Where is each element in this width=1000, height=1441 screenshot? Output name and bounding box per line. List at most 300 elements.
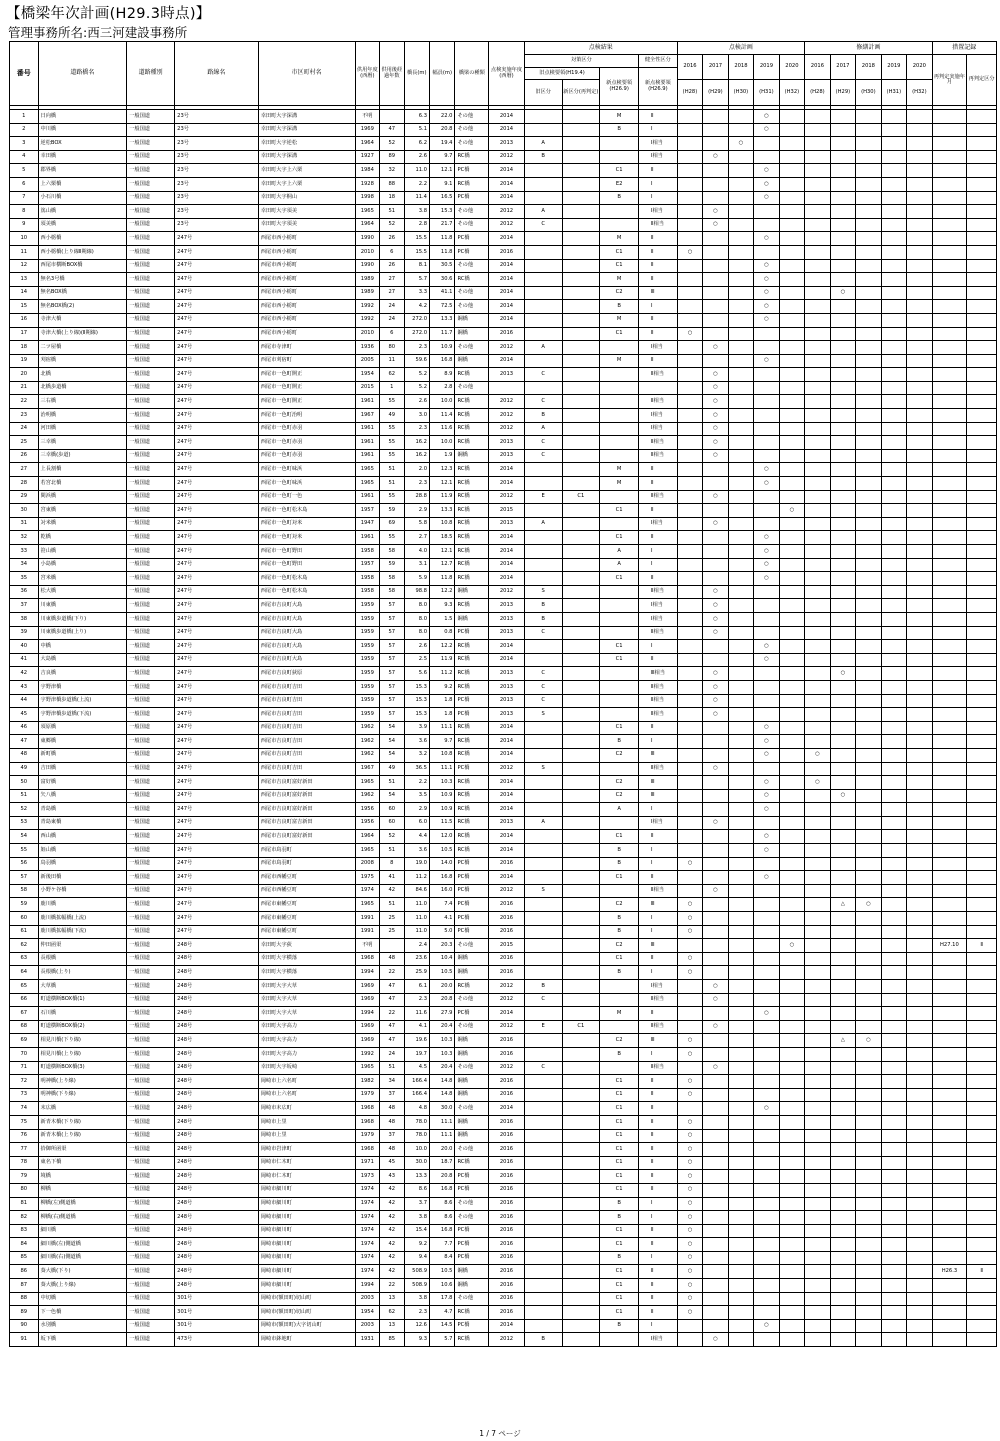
bridge-plan-table bbox=[9, 41, 997, 1347]
repair-plan-cell bbox=[881, 259, 906, 273]
inspection-plan-cell: ○ bbox=[703, 517, 728, 531]
repair-plan-cell bbox=[907, 286, 933, 300]
repair-plan-cell bbox=[805, 816, 830, 830]
old-class-cell: A bbox=[524, 205, 562, 219]
inspection-plan-cell bbox=[677, 735, 702, 749]
table-row bbox=[10, 585, 997, 599]
inspection-plan-cell bbox=[703, 1319, 728, 1333]
repair-plan-cell bbox=[907, 1279, 933, 1293]
bridge-width-cell: 1.9 bbox=[430, 449, 455, 463]
repair-plan-cell bbox=[805, 490, 830, 504]
bridge-name-cell: 郡界橋 bbox=[38, 164, 127, 178]
inspection-plan-cell bbox=[779, 871, 805, 885]
header-health-guide: 新点検要領(H26.9) bbox=[638, 68, 677, 106]
repair-plan-cell bbox=[830, 517, 855, 531]
repair-plan-cell bbox=[805, 735, 830, 749]
inspection-plan-cell: ○ bbox=[703, 409, 728, 423]
bridge-length-cell: 2.6 bbox=[404, 395, 429, 409]
reassess-class-cell bbox=[967, 1170, 997, 1184]
bridge-length-cell: 272.0 bbox=[404, 313, 429, 327]
road-type-cell: 一般国道 bbox=[127, 1183, 175, 1197]
row-number-cell: 55 bbox=[10, 844, 39, 858]
reassess-class-cell bbox=[967, 884, 997, 898]
service-year-cell: 1971 bbox=[355, 1156, 379, 1170]
row-number-cell: 80 bbox=[10, 1183, 39, 1197]
road-type-cell: 一般国道 bbox=[127, 776, 175, 790]
route-name-cell: 247号 bbox=[175, 368, 259, 382]
header-era-h29: (H29) bbox=[830, 80, 855, 106]
repair-plan-cell bbox=[907, 205, 933, 219]
elapsed-years-cell: 25 bbox=[380, 912, 404, 926]
bridge-width-cell: 16.8 bbox=[430, 1224, 455, 1238]
table-row bbox=[10, 708, 997, 722]
repair-plan-cell bbox=[805, 1170, 830, 1184]
bridge-name-cell: 大草橋 bbox=[38, 980, 127, 994]
inspection-year-cell: 2013 bbox=[489, 680, 525, 694]
health-class-cell: Ⅱ bbox=[638, 232, 677, 246]
service-year-cell: 1991 bbox=[355, 925, 379, 939]
inspection-plan-cell bbox=[779, 816, 805, 830]
repair-plan-cell bbox=[881, 721, 906, 735]
road-type-cell: 一般国道 bbox=[127, 1306, 175, 1320]
bridge-length-cell: 25.9 bbox=[404, 966, 429, 980]
new-guideline-class-cell: B bbox=[600, 191, 639, 205]
city-name-cell: 西尾市吉良町富好新田 bbox=[258, 776, 355, 790]
repair-plan-cell bbox=[881, 1238, 906, 1252]
bridge-type-cell: RC橋 bbox=[455, 545, 489, 559]
repair-plan-cell bbox=[881, 123, 906, 137]
header-year-2016: 2016 bbox=[805, 55, 830, 80]
inspection-plan-cell bbox=[703, 300, 728, 314]
route-name-cell: 247号 bbox=[175, 898, 259, 912]
row-number-cell: 9 bbox=[10, 218, 39, 232]
old-class-cell bbox=[524, 164, 562, 178]
new-guideline-class-cell: C1 bbox=[600, 871, 639, 885]
repair-plan-cell bbox=[881, 925, 906, 939]
repair-plan-cell bbox=[805, 110, 830, 124]
inspection-plan-cell bbox=[728, 776, 753, 790]
reassess-class-cell bbox=[967, 1075, 997, 1089]
bridge-name-cell: 境橋 bbox=[38, 1170, 127, 1184]
repair-plan-cell bbox=[805, 612, 830, 626]
route-name-cell: 247号 bbox=[175, 816, 259, 830]
service-year-cell: 1959 bbox=[355, 612, 379, 626]
bridge-name-cell: 明神橋(下り線) bbox=[38, 1088, 127, 1102]
bridge-width-cell: 22.0 bbox=[430, 110, 455, 124]
bridge-width-cell: 10.6 bbox=[430, 1279, 455, 1293]
new-class-cell bbox=[562, 368, 600, 382]
bridge-name-cell: 青島橋 bbox=[38, 803, 127, 817]
table-row bbox=[10, 177, 997, 191]
inspection-plan-cell bbox=[677, 232, 702, 246]
inspection-plan-cell bbox=[754, 980, 779, 994]
bridge-width-cell: 11.1 bbox=[430, 1115, 455, 1129]
route-name-cell: 23号 bbox=[175, 137, 259, 151]
table-row bbox=[10, 776, 997, 790]
city-name-cell: 西尾市西小栃町 bbox=[258, 232, 355, 246]
new-guideline-class-cell bbox=[600, 626, 639, 640]
service-year-cell: 1992 bbox=[355, 313, 379, 327]
elapsed-years-cell: 13 bbox=[380, 1292, 404, 1306]
table-row bbox=[10, 1170, 997, 1184]
new-class-cell bbox=[562, 585, 600, 599]
inspection-plan-cell bbox=[754, 912, 779, 926]
row-number-cell: 18 bbox=[10, 341, 39, 355]
bridge-width-cell: 20.0 bbox=[430, 1143, 455, 1157]
repair-plan-cell bbox=[830, 612, 855, 626]
bridge-type-cell: RC橋 bbox=[455, 667, 489, 681]
repair-plan-cell bbox=[856, 517, 881, 531]
repair-plan-cell bbox=[805, 150, 830, 164]
row-number-cell: 5 bbox=[10, 164, 39, 178]
old-class-cell bbox=[524, 259, 562, 273]
bridge-length-cell: 19.7 bbox=[404, 1047, 429, 1061]
old-class-cell bbox=[524, 463, 562, 477]
elapsed-years-cell: 54 bbox=[380, 789, 404, 803]
city-name-cell: 西尾市一色町野田 bbox=[258, 558, 355, 572]
health-class-cell: Ⅱ相当 bbox=[638, 218, 677, 232]
old-class-cell bbox=[524, 898, 562, 912]
header-insp-year: 点検実施年度(西暦) bbox=[489, 42, 525, 106]
city-name-cell: 西尾市西小栃町 bbox=[258, 286, 355, 300]
inspection-plan-cell bbox=[779, 1061, 805, 1075]
row-number-cell: 74 bbox=[10, 1102, 39, 1116]
city-name-cell: 西尾市一色町味浜 bbox=[258, 477, 355, 491]
health-class-cell: Ⅱ bbox=[638, 721, 677, 735]
inspection-plan-cell bbox=[728, 191, 753, 205]
inspection-plan-cell: ○ bbox=[703, 1333, 728, 1347]
inspection-plan-cell bbox=[728, 273, 753, 287]
inspection-plan-cell bbox=[779, 857, 805, 871]
old-class-cell bbox=[524, 871, 562, 885]
bridge-length-cell: 5.7 bbox=[404, 273, 429, 287]
old-class-cell bbox=[524, 857, 562, 871]
new-class-cell bbox=[562, 381, 600, 395]
row-number-cell: 65 bbox=[10, 980, 39, 994]
row-number-cell: 69 bbox=[10, 1034, 39, 1048]
bridge-width-cell: 10.0 bbox=[430, 395, 455, 409]
service-year-cell: 1974 bbox=[355, 884, 379, 898]
new-guideline-class-cell: B bbox=[600, 857, 639, 871]
bridge-name-cell: 青島東橋 bbox=[38, 816, 127, 830]
repair-plan-cell bbox=[856, 1102, 881, 1116]
reassess-class-cell bbox=[967, 218, 997, 232]
header-measures-record: 措置記録 bbox=[932, 42, 996, 55]
inspection-plan-cell: ○ bbox=[677, 912, 702, 926]
inspection-plan-cell bbox=[728, 694, 753, 708]
new-class-cell bbox=[562, 313, 600, 327]
bridge-width-cell: 16.0 bbox=[430, 884, 455, 898]
health-class-cell: Ⅱ bbox=[638, 313, 677, 327]
header-year-2017: 2017 bbox=[703, 55, 728, 80]
inspection-plan-cell bbox=[703, 1197, 728, 1211]
repair-plan-cell bbox=[805, 1156, 830, 1170]
elapsed-years-cell: 58 bbox=[380, 585, 404, 599]
repair-plan-cell bbox=[805, 409, 830, 423]
elapsed-years-cell: 57 bbox=[380, 708, 404, 722]
reassess-class-cell: Ⅱ bbox=[967, 1265, 997, 1279]
inspection-plan-cell bbox=[703, 531, 728, 545]
bridge-width-cell: 20.3 bbox=[430, 939, 455, 953]
table-row bbox=[10, 1251, 997, 1265]
bridge-length-cell: 3.1 bbox=[404, 558, 429, 572]
inspection-plan-cell bbox=[779, 300, 805, 314]
old-class-cell bbox=[524, 748, 562, 762]
service-year-cell: 1967 bbox=[355, 762, 379, 776]
table-row bbox=[10, 273, 997, 287]
inspection-plan-cell bbox=[728, 993, 753, 1007]
elapsed-years-cell: 54 bbox=[380, 748, 404, 762]
repair-plan-cell bbox=[830, 1047, 855, 1061]
elapsed-years-cell: 6 bbox=[380, 245, 404, 259]
repair-plan-cell bbox=[856, 912, 881, 926]
service-year-cell: 1958 bbox=[355, 545, 379, 559]
elapsed-years-cell: 27 bbox=[380, 273, 404, 287]
new-guideline-class-cell: B bbox=[600, 1197, 639, 1211]
reassess-class-cell bbox=[967, 245, 997, 259]
road-type-cell: 一般国道 bbox=[127, 1265, 175, 1279]
inspection-plan-cell bbox=[728, 1061, 753, 1075]
bridge-length-cell: 3.8 bbox=[404, 205, 429, 219]
bridge-type-cell: RC橋 bbox=[455, 572, 489, 586]
table-row bbox=[10, 341, 997, 355]
row-number-cell: 75 bbox=[10, 1115, 39, 1129]
health-class-cell: Ⅰ bbox=[638, 300, 677, 314]
bridge-length-cell: 23.6 bbox=[404, 952, 429, 966]
old-class-cell bbox=[524, 313, 562, 327]
header-width: 幅員(m) bbox=[430, 42, 455, 106]
bridge-width-cell: 14.5 bbox=[430, 1319, 455, 1333]
service-year-cell: 1962 bbox=[355, 789, 379, 803]
route-name-cell: 247号 bbox=[175, 694, 259, 708]
repair-plan-cell bbox=[881, 898, 906, 912]
bridge-type-cell: その他 bbox=[455, 939, 489, 953]
bridge-width-cell: 11.9 bbox=[430, 653, 455, 667]
health-class-cell: Ⅱ bbox=[638, 1156, 677, 1170]
repair-plan-cell bbox=[856, 1115, 881, 1129]
table-row bbox=[10, 1183, 997, 1197]
inspection-year-cell: 2014 bbox=[489, 232, 525, 246]
elapsed-years-cell: 58 bbox=[380, 545, 404, 559]
table-row bbox=[10, 925, 997, 939]
inspection-plan-cell: ○ bbox=[677, 327, 702, 341]
inspection-plan-cell bbox=[703, 286, 728, 300]
repair-plan-cell bbox=[881, 708, 906, 722]
new-class-cell bbox=[562, 409, 600, 423]
inspection-plan-cell bbox=[779, 558, 805, 572]
health-class-cell: Ⅱ bbox=[638, 1129, 677, 1143]
bridge-length-cell: 9.4 bbox=[404, 1251, 429, 1265]
inspection-plan-cell bbox=[703, 1156, 728, 1170]
inspection-plan-cell bbox=[779, 354, 805, 368]
inspection-plan-cell: ○ bbox=[703, 708, 728, 722]
bridge-name-cell: 笹山橋 bbox=[38, 545, 127, 559]
road-type-cell: 一般国道 bbox=[127, 952, 175, 966]
new-guideline-class-cell bbox=[600, 395, 639, 409]
route-name-cell: 247号 bbox=[175, 925, 259, 939]
table-row bbox=[10, 436, 997, 450]
health-class-cell: Ⅱ bbox=[638, 531, 677, 545]
inspection-plan-cell: ○ bbox=[703, 1061, 728, 1075]
inspection-year-cell: 2013 bbox=[489, 626, 525, 640]
inspection-plan-cell: ○ bbox=[677, 857, 702, 871]
old-class-cell: C bbox=[524, 449, 562, 463]
health-class-cell: Ⅱ相当 bbox=[638, 1061, 677, 1075]
reassess-class-cell bbox=[967, 1183, 997, 1197]
bridge-length-cell: 508.9 bbox=[404, 1279, 429, 1293]
inspection-year-cell: 2013 bbox=[489, 368, 525, 382]
row-number-cell: 89 bbox=[10, 1306, 39, 1320]
new-class-cell bbox=[562, 422, 600, 436]
bridge-name-cell: 下一色橋 bbox=[38, 1306, 127, 1320]
row-number-cell: 35 bbox=[10, 572, 39, 586]
bridge-length-cell: 166.4 bbox=[404, 1088, 429, 1102]
new-guideline-class-cell: C1 bbox=[600, 653, 639, 667]
table-row bbox=[10, 721, 997, 735]
service-year-cell: 1979 bbox=[355, 1129, 379, 1143]
road-type-cell: 一般国道 bbox=[127, 477, 175, 491]
inspection-plan-cell bbox=[703, 803, 728, 817]
inspection-plan-cell bbox=[779, 1224, 805, 1238]
route-name-cell: 247号 bbox=[175, 327, 259, 341]
bridge-type-cell: PC橋 bbox=[455, 762, 489, 776]
city-name-cell: 西尾市吉良町荻原 bbox=[258, 667, 355, 681]
inspection-plan-cell: ○ bbox=[703, 667, 728, 681]
repair-plan-cell bbox=[830, 218, 855, 232]
repair-plan-cell bbox=[881, 477, 906, 491]
repair-plan-cell bbox=[881, 1115, 906, 1129]
bridge-name-cell: 須原橋 bbox=[38, 721, 127, 735]
bridge-length-cell: 3.7 bbox=[404, 1197, 429, 1211]
inspection-plan-cell: ○ bbox=[677, 1143, 702, 1157]
inspection-plan-cell bbox=[728, 830, 753, 844]
elapsed-years-cell: 55 bbox=[380, 395, 404, 409]
bridge-length-cell: 2.6 bbox=[404, 150, 429, 164]
inspection-year-cell: 2016 bbox=[489, 952, 525, 966]
row-number-cell: 7 bbox=[10, 191, 39, 205]
bridge-width-cell: 9.7 bbox=[430, 735, 455, 749]
repair-plan-cell bbox=[907, 640, 933, 654]
new-guideline-class-cell bbox=[600, 150, 639, 164]
bridge-name-cell: 川東橋 bbox=[38, 599, 127, 613]
new-guideline-class-cell: C2 bbox=[600, 748, 639, 762]
bridge-type-cell: PC橋 bbox=[455, 1251, 489, 1265]
city-name-cell: 岡崎市細川町 bbox=[258, 1279, 355, 1293]
bridge-length-cell: 6.0 bbox=[404, 816, 429, 830]
road-type-cell: 一般国道 bbox=[127, 993, 175, 1007]
repair-plan-cell bbox=[907, 531, 933, 545]
bridge-name-cell: 小野ケ谷橋 bbox=[38, 884, 127, 898]
bridge-width-cell: 30.0 bbox=[430, 1102, 455, 1116]
repair-plan-cell bbox=[856, 191, 881, 205]
row-number-cell: 16 bbox=[10, 313, 39, 327]
old-class-cell bbox=[524, 912, 562, 926]
route-name-cell: 247号 bbox=[175, 409, 259, 423]
repair-plan-cell bbox=[881, 1088, 906, 1102]
city-name-cell: 西尾市西小栃町 bbox=[258, 245, 355, 259]
bridge-type-cell: RC橋 bbox=[455, 789, 489, 803]
table-body bbox=[10, 106, 997, 1347]
bridge-width-cell: 4.1 bbox=[430, 912, 455, 926]
inspection-plan-cell bbox=[779, 912, 805, 926]
inspection-plan-cell bbox=[728, 599, 753, 613]
inspection-plan-cell bbox=[779, 150, 805, 164]
repair-plan-cell bbox=[907, 449, 933, 463]
new-guideline-class-cell: A bbox=[600, 558, 639, 572]
bridge-width-cell: 21.7 bbox=[430, 218, 455, 232]
inspection-plan-cell bbox=[754, 993, 779, 1007]
bridge-name-cell: 鹿川橋拡幅橋(上流) bbox=[38, 912, 127, 926]
inspection-plan-cell bbox=[754, 490, 779, 504]
road-type-cell: 一般国道 bbox=[127, 545, 175, 559]
repair-plan-cell bbox=[856, 572, 881, 586]
elapsed-years-cell: 22 bbox=[380, 1007, 404, 1021]
road-type-cell: 一般国道 bbox=[127, 449, 175, 463]
inspection-plan-cell bbox=[779, 490, 805, 504]
new-class-cell bbox=[562, 395, 600, 409]
inspection-plan-cell bbox=[728, 490, 753, 504]
row-number-cell: 20 bbox=[10, 368, 39, 382]
inspection-plan-cell bbox=[779, 1115, 805, 1129]
repair-plan-cell bbox=[805, 980, 830, 994]
repair-plan-cell bbox=[805, 381, 830, 395]
bridge-name-cell: 宇野津橋歩道橋(下流) bbox=[38, 708, 127, 722]
inspection-plan-cell bbox=[677, 395, 702, 409]
health-class-cell: Ⅱ bbox=[638, 354, 677, 368]
bridge-length-cell: 3.6 bbox=[404, 844, 429, 858]
inspection-plan-cell bbox=[677, 368, 702, 382]
inspection-year-cell: 2016 bbox=[489, 1183, 525, 1197]
bridge-name-cell: 寺津大橋 bbox=[38, 313, 127, 327]
service-year-cell: 1957 bbox=[355, 558, 379, 572]
reassess-class-cell bbox=[967, 517, 997, 531]
repair-plan-cell bbox=[830, 871, 855, 885]
repair-plan-cell bbox=[856, 1183, 881, 1197]
inspection-plan-cell bbox=[677, 531, 702, 545]
health-class-cell: Ⅰ相当 bbox=[638, 599, 677, 613]
new-guideline-class-cell: C1 bbox=[600, 1075, 639, 1089]
new-class-cell bbox=[562, 667, 600, 681]
repair-plan-cell bbox=[856, 952, 881, 966]
route-name-cell: 247号 bbox=[175, 912, 259, 926]
elapsed-years-cell: 43 bbox=[380, 1170, 404, 1184]
bridge-width-cell: 27.9 bbox=[430, 1007, 455, 1021]
old-class-cell: S bbox=[524, 762, 562, 776]
inspection-plan-cell: ○ bbox=[677, 1306, 702, 1320]
service-year-cell: 1959 bbox=[355, 599, 379, 613]
inspection-plan-cell bbox=[703, 898, 728, 912]
new-class-cell bbox=[562, 191, 600, 205]
reassess-class-cell bbox=[967, 341, 997, 355]
route-name-cell: 248号 bbox=[175, 980, 259, 994]
new-class-cell bbox=[562, 545, 600, 559]
elapsed-years-cell: 37 bbox=[380, 1088, 404, 1102]
reassess-date-cell bbox=[932, 1197, 967, 1211]
repair-plan-cell bbox=[907, 327, 933, 341]
inspection-plan-cell bbox=[677, 300, 702, 314]
route-name-cell: 247号 bbox=[175, 667, 259, 681]
reassess-date-cell bbox=[932, 925, 967, 939]
inspection-plan-cell bbox=[779, 245, 805, 259]
repair-plan-cell bbox=[805, 1211, 830, 1225]
bridge-name-cell: 新青木橋(下り線) bbox=[38, 1115, 127, 1129]
inspection-plan-cell bbox=[779, 803, 805, 817]
inspection-plan-cell bbox=[754, 1211, 779, 1225]
new-class-cell bbox=[562, 232, 600, 246]
bridge-type-cell: RC橋 bbox=[455, 177, 489, 191]
service-year-cell: 1982 bbox=[355, 1075, 379, 1089]
bridge-name-cell: 柳橋(左)側道橋 bbox=[38, 1197, 127, 1211]
